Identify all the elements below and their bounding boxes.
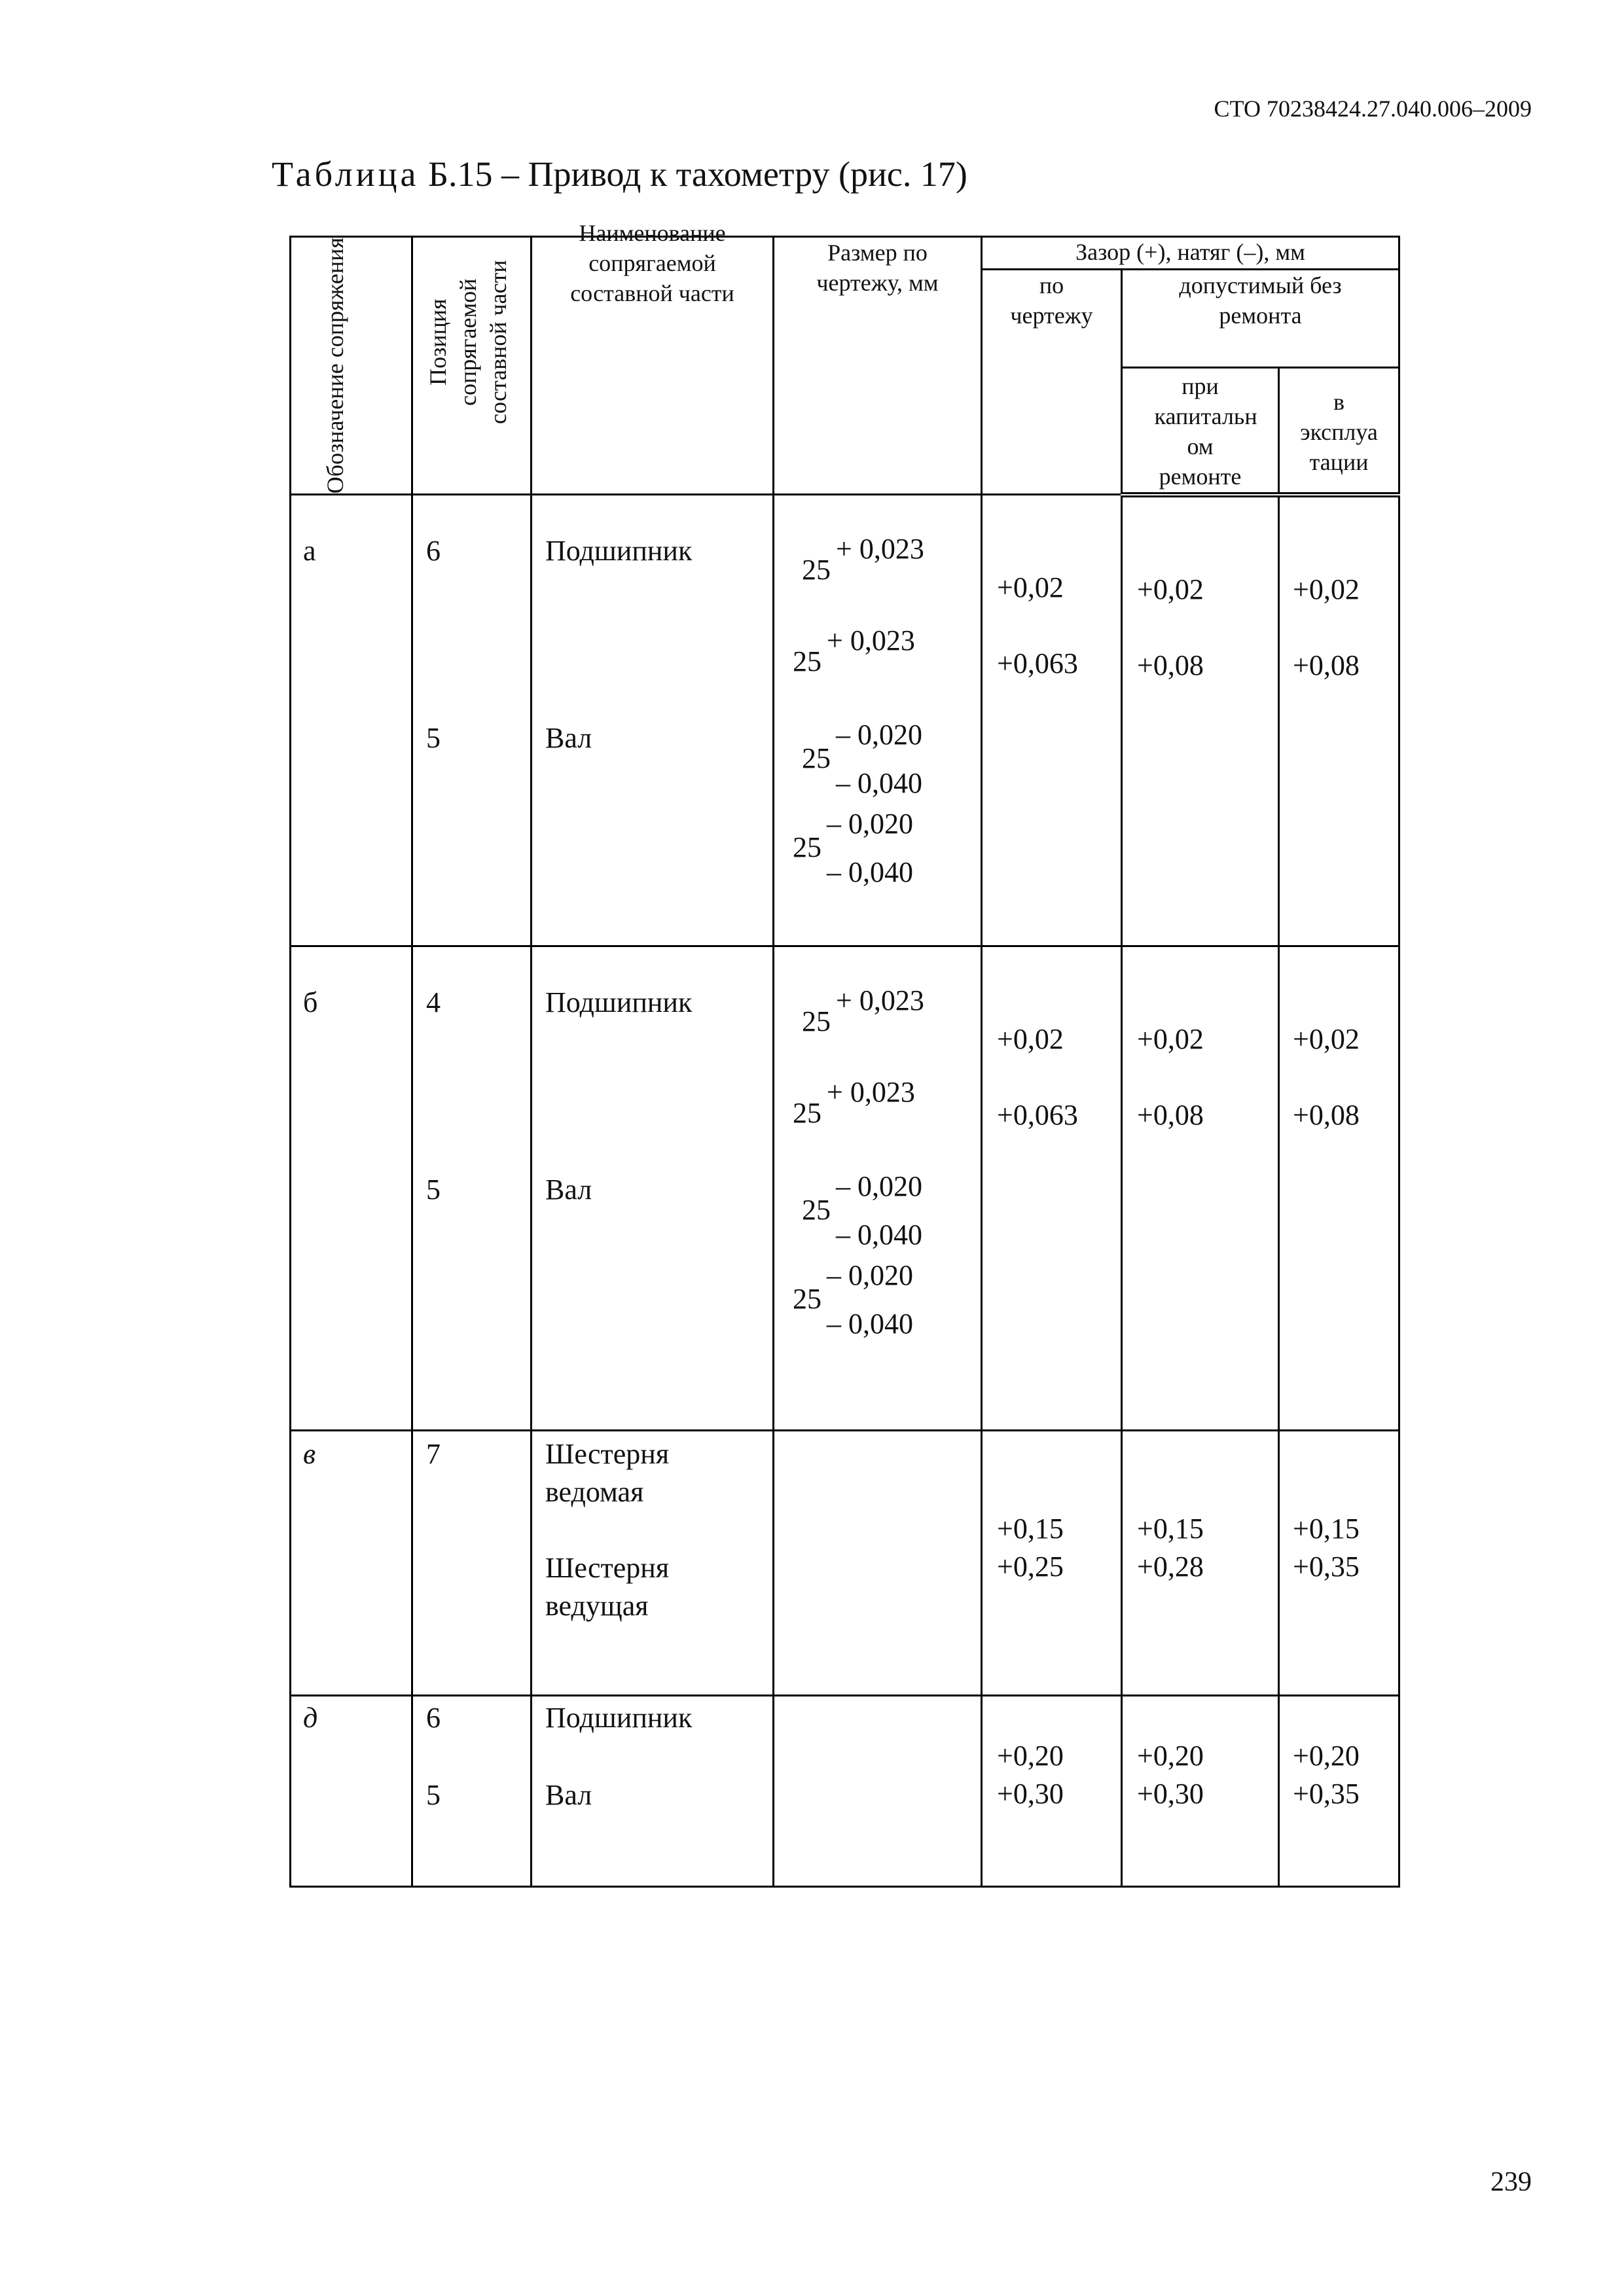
row-d-positions: 6 5 <box>412 1696 532 1887</box>
row-v-drawing-gap: +0,15 +0,25 <box>982 1431 1122 1696</box>
table-caption <box>272 154 967 194</box>
row-a-drawing-gap: +0,02 +0,063 <box>982 495 1122 946</box>
row-a-part-names: Подшипник Вал <box>532 495 774 946</box>
header-row-1 <box>291 237 1399 270</box>
header-col-designation: Обозначение сопряжения <box>291 237 412 495</box>
row-d-sizes <box>774 1696 982 1887</box>
row-v-sizes <box>774 1431 982 1696</box>
row-v-designation: в <box>291 1431 412 1696</box>
row-v-operation-gap: +0,15 +0,35 <box>1279 1431 1399 1696</box>
row-d-capital-gap: +0,20 +0,30 <box>1122 1696 1279 1887</box>
header-col-capital-repair: при капитальн ом ремонте <box>1122 368 1279 495</box>
header-allowed-group: допустимый без ремонта <box>1122 270 1399 368</box>
header-col-size: Размер по чертежу, мм <box>774 237 982 495</box>
row-v-part-names: Шестерня ведомая Шестерня ведущая <box>532 1431 774 1696</box>
table-row-v <box>291 1431 1399 1696</box>
row-v-positions: 7 <box>412 1431 532 1696</box>
table-row-a <box>291 495 1399 946</box>
document-code: СТО 70238424.27.040.006–2009 <box>1214 96 1532 122</box>
header-col-position: Позиция сопрягаемой составной части <box>412 237 532 495</box>
caption-text: Б.15 – Привод к тахометру (рис. 17) <box>427 154 967 194</box>
wear-limits-table <box>289 220 1400 1888</box>
row-b-capital-gap: +0,02 +0,08 <box>1122 946 1279 1431</box>
row-d-part-names: Подшипник Вал <box>532 1696 774 1887</box>
row-v-capital-gap: +0,15 +0,28 <box>1122 1431 1279 1696</box>
page-number: 239 <box>1490 2167 1532 2197</box>
caption-prefix: Таблица <box>272 154 420 194</box>
row-a-positions: 6 5 <box>412 495 532 946</box>
row-b-drawing-gap: +0,02 +0,063 <box>982 946 1122 1431</box>
table-row-b <box>291 946 1399 1431</box>
row-a-designation: а <box>291 495 412 946</box>
row-d-operation-gap: +0,20 +0,35 <box>1279 1696 1399 1887</box>
row-b-operation-gap: +0,02 +0,08 <box>1279 946 1399 1431</box>
row-a-capital-gap: +0,02 +0,08 <box>1122 495 1279 946</box>
row-a-sizes: 25 + 0,023 25 + 0,023 25 – 0,020 – 0,040 25 – 0,020 – 0,040 <box>774 495 982 946</box>
header-gap-group: Зазор (+), натяг (–), мм <box>982 237 1399 270</box>
header-col-part-name: Наименование сопрягаемой составной части <box>532 237 774 495</box>
row-d-designation: д <box>291 1696 412 1887</box>
row-b-designation: б <box>291 946 412 1431</box>
row-b-sizes: 25 + 0,023 25 + 0,023 25 – 0,020 – 0,040 25 – 0,020 – 0,040 <box>774 946 982 1431</box>
table-row-d <box>291 1696 1399 1887</box>
header-col-operation: в эксплуа тации <box>1279 368 1399 495</box>
row-b-positions: 4 5 <box>412 946 532 1431</box>
header-col-drawing: по чертежу <box>982 270 1122 495</box>
row-d-drawing-gap: +0,20 +0,30 <box>982 1696 1122 1887</box>
row-b-part-names: Подшипник Вал <box>532 946 774 1431</box>
row-a-operation-gap: +0,02 +0,08 <box>1279 495 1399 946</box>
